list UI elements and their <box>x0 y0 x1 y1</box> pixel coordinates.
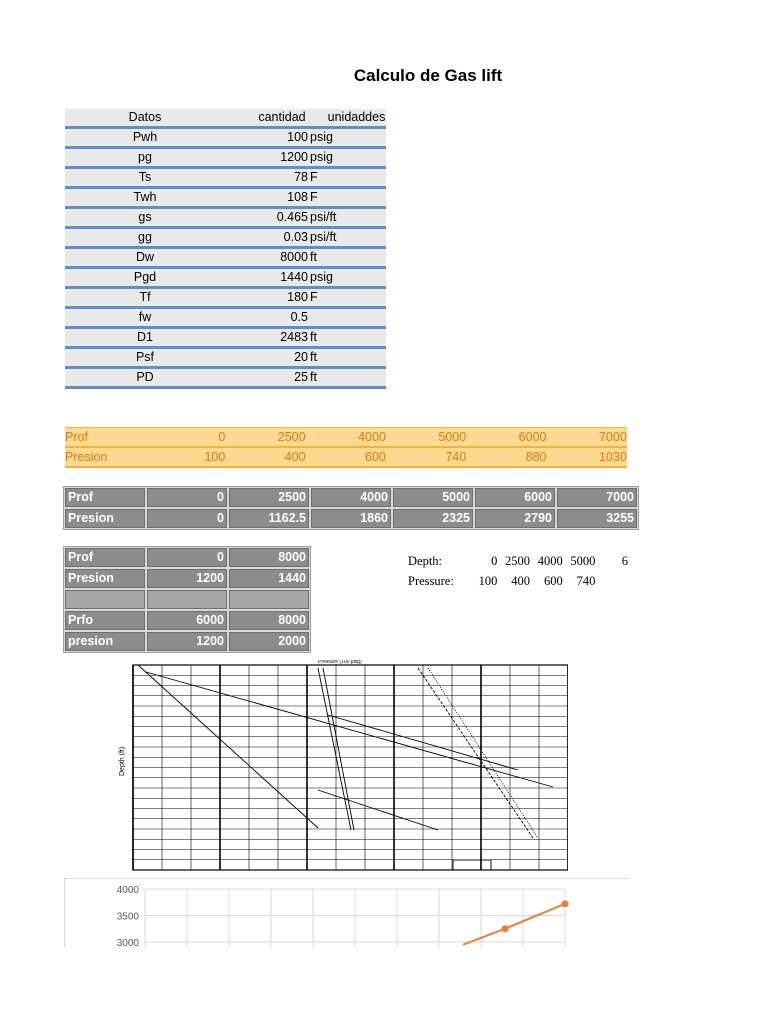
datos-name: gg <box>138 230 152 244</box>
series-point <box>562 900 569 907</box>
datos-value: 108 <box>287 190 308 204</box>
datos-row <box>65 349 386 369</box>
datos-unit <box>308 309 386 326</box>
depth-value: 2500 <box>505 554 531 568</box>
gray-cell: 1200 <box>147 632 227 651</box>
page-title: Calculo de Gas lift <box>353 66 503 85</box>
gray-cell: 0 <box>147 488 227 507</box>
orange-row-prof <box>65 427 627 448</box>
gray2-row <box>64 568 310 589</box>
datos-name: D1 <box>137 330 153 344</box>
datos-row <box>65 209 386 229</box>
datos-unit: F <box>310 190 318 204</box>
orange-cell: 2500 <box>277 430 306 444</box>
datos-value: 1440 <box>280 270 308 284</box>
datos-name: Twh <box>133 190 157 204</box>
pressure-line-chart <box>64 878 629 947</box>
datos-unit: F <box>310 290 318 304</box>
datos-row <box>65 169 386 189</box>
gray-cell <box>229 590 309 609</box>
datos-value: 0.03 <box>283 230 308 244</box>
gray-cell: 2325 <box>393 509 473 528</box>
gray-cell: 6000 <box>147 611 227 630</box>
gray-cell: 2500 <box>229 488 309 507</box>
datos-row <box>65 229 386 249</box>
datos-unit: ft <box>310 370 317 384</box>
depth-value: 0 <box>491 554 498 568</box>
orange-cell: 7000 <box>598 430 627 444</box>
datos-value: 1200 <box>280 150 308 164</box>
gray-cell: 0 <box>147 509 227 528</box>
datos-name: Tf <box>139 290 151 304</box>
gray-cell: 2790 <box>475 509 555 528</box>
y-tick-label: 3500 <box>116 911 139 923</box>
gray-cell: 8000 <box>229 611 309 630</box>
datos-row <box>65 269 386 289</box>
datos-value: 180 <box>287 290 308 304</box>
datos-row <box>65 309 386 329</box>
gray-cell: 5000 <box>393 488 473 507</box>
gray-table-gradients <box>63 546 311 653</box>
datos-name: Pgd <box>133 270 157 284</box>
pressure-value: 600 <box>543 574 563 588</box>
gray-cell: 1440 <box>229 569 309 588</box>
gray-cell: 1860 <box>311 509 391 528</box>
datos-value: 25 <box>294 370 308 384</box>
datos-name: PD <box>136 370 154 384</box>
datos-unit: ft <box>310 330 317 344</box>
gray-label <box>65 590 145 609</box>
datos-unit: F <box>310 170 318 184</box>
datos-name: Ts <box>138 170 152 184</box>
pressure-value: 400 <box>511 574 531 588</box>
gray-label: presion <box>65 632 145 651</box>
datos-name: Pwh <box>132 130 158 144</box>
gray-label: Presion <box>65 569 145 588</box>
pressure-value: 100 <box>478 574 498 588</box>
orange-cell: 1030 <box>598 450 627 464</box>
gray-label: Presion <box>65 509 145 528</box>
datos-unit: psi/ft <box>310 210 337 224</box>
gray-cell: 1200 <box>147 569 227 588</box>
pressure-row <box>408 571 628 591</box>
depth-value: 6 <box>621 554 628 568</box>
gray2-row-empty <box>64 589 310 610</box>
orange-cell: 100 <box>204 450 226 464</box>
pressure-value <box>595 571 628 591</box>
gray-table-prof-presion <box>63 486 639 530</box>
gray-cell: 3255 <box>557 509 637 528</box>
gray-cell: 4000 <box>311 488 391 507</box>
datos-name: gs <box>138 210 152 224</box>
depth-pressure-table <box>408 551 628 591</box>
datos-value: 100 <box>287 130 308 144</box>
datos-value: 8000 <box>280 250 308 264</box>
orange-cell: 600 <box>365 450 386 464</box>
orange-cell: 880 <box>525 450 547 464</box>
gray-cell: 2000 <box>229 632 309 651</box>
datos-unit: psig <box>310 150 333 164</box>
orange-cell: 4000 <box>358 430 386 444</box>
gas-lift-nomogram <box>118 660 568 875</box>
datos-row <box>65 189 386 209</box>
nomogram-top-label: Pressure (100 psig) <box>318 660 362 665</box>
datos-value: 0.5 <box>290 310 308 324</box>
datos-row <box>65 369 386 389</box>
gray-cell: 7000 <box>557 488 637 507</box>
header-unidades: unidaddes <box>327 110 386 124</box>
datos-name: Psf <box>135 350 155 364</box>
depth-row <box>408 551 628 571</box>
y-tick-label: 4000 <box>116 885 139 896</box>
datos-name: pg <box>138 150 152 164</box>
datos-value: 2483 <box>280 330 308 344</box>
gray-cell: 8000 <box>229 548 309 567</box>
gray-cell: 1162.5 <box>229 509 309 528</box>
datos-row <box>65 289 386 309</box>
gray2-row <box>64 631 310 652</box>
depth-value: 4000 <box>537 554 563 568</box>
datos-unit: ft <box>310 350 317 364</box>
header-cantidad: cantidad <box>258 110 306 124</box>
datos-table <box>65 109 386 389</box>
orange-row-presion <box>65 448 627 468</box>
gray-cell <box>147 590 227 609</box>
orange-cell: 5000 <box>438 430 467 444</box>
datos-name: fw <box>138 310 152 324</box>
series-line <box>463 904 565 945</box>
datos-value: 0.465 <box>276 210 308 224</box>
gray2-row <box>64 610 310 631</box>
datos-row <box>65 149 386 169</box>
orange-table <box>65 427 627 468</box>
datos-header-row <box>65 109 386 129</box>
pressure-value: 740 <box>576 574 596 588</box>
orange-cell: 400 <box>284 450 306 464</box>
datos-name: Dw <box>135 250 155 264</box>
datos-value: 20 <box>294 350 308 364</box>
gray-row-presion <box>64 508 638 529</box>
datos-value: 78 <box>294 170 308 184</box>
gray-label: Prof <box>65 548 145 567</box>
gray-cell: 6000 <box>475 488 555 507</box>
gray-label: Prfo <box>65 611 145 630</box>
orange-cell: 6000 <box>518 430 547 444</box>
pressure-label: Pressure: <box>408 574 454 588</box>
datos-row <box>65 129 386 149</box>
orange-cell: 740 <box>445 450 467 464</box>
datos-unit: psi/ft <box>310 230 337 244</box>
datos-unit: psig <box>310 270 333 284</box>
gray2-row <box>64 547 310 568</box>
series-point <box>502 925 509 932</box>
gray-row-prof <box>64 487 638 508</box>
depth-value: 5000 <box>570 554 596 568</box>
orange-label: Presion <box>65 450 108 464</box>
datos-unit: ft <box>310 250 317 264</box>
orange-label: Prof <box>65 430 88 444</box>
datos-unit: psig <box>310 130 333 144</box>
header-datos: Datos <box>128 110 162 124</box>
orange-cell: 0 <box>218 430 226 444</box>
nomogram-ylabel: Depth (ft) <box>119 746 126 776</box>
datos-row <box>65 249 386 269</box>
datos-row <box>65 329 386 349</box>
gray-cell: 0 <box>147 548 227 567</box>
depth-label: Depth: <box>408 554 443 568</box>
y-tick-label: 3000 <box>116 938 139 947</box>
gray-label: Prof <box>65 488 145 507</box>
